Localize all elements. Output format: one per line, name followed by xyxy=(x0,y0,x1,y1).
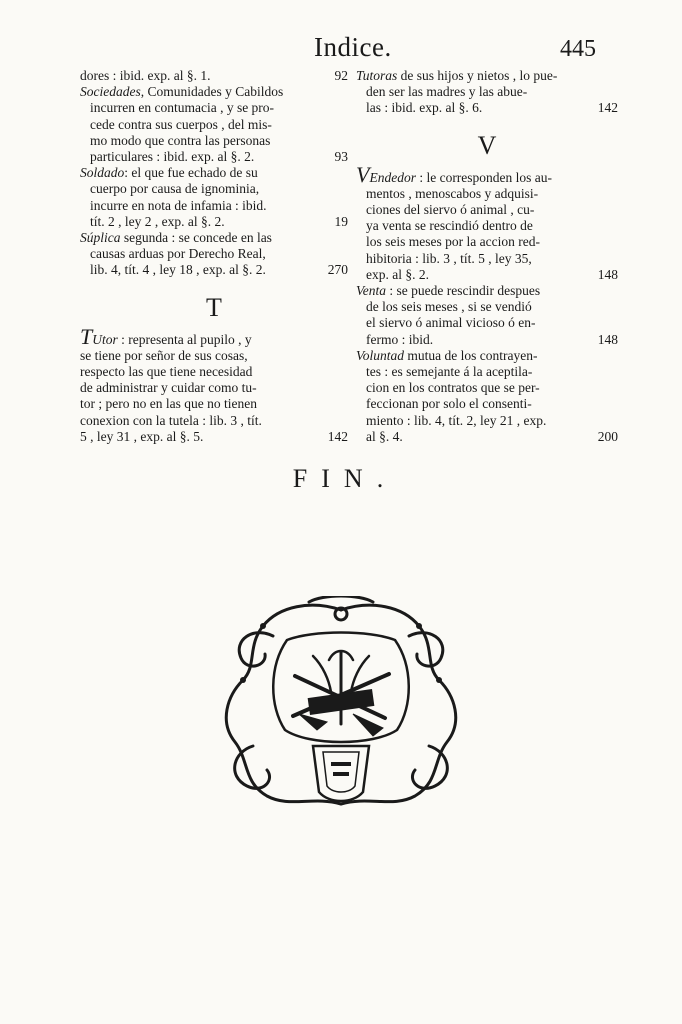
entry-line: respecto las que tiene necesidad xyxy=(80,364,253,380)
entry-reference: 142 xyxy=(327,428,348,444)
entry-line: fermo : ibid. xyxy=(366,331,434,347)
entry-line: particulares : ibid. exp. al §. 2. xyxy=(90,149,255,165)
entry-line: causas arduas por Derecho Real, xyxy=(90,246,266,262)
entry-line: : el que fue echado de su xyxy=(124,165,258,181)
entry-line: feccionan por solo el consenti- xyxy=(366,396,532,412)
entry-line: tes : es semejante á la aceptila- xyxy=(366,364,533,380)
entry-line: : se puede rescindir despues xyxy=(386,283,541,299)
entry-headword: Súplica xyxy=(80,230,121,246)
entry-line: el siervo ó animal vicioso ó en- xyxy=(366,315,536,331)
index-entry xyxy=(80,68,348,84)
entry-line: 5 , ley 31 , exp. al §. 5. xyxy=(80,428,204,444)
entry-line: lib. 4, tít. 4 , ley 18 , exp. al §. 2. xyxy=(90,262,266,278)
left-column xyxy=(80,68,348,445)
entry-line: conexion con la tutela : lib. 3 , tít. xyxy=(80,412,262,428)
entry-line: , Comunidades y Cabildos xyxy=(140,84,284,100)
entry-line: : le corresponden los au- xyxy=(415,169,553,185)
entry-line: se tiene por señor de sus cosas, xyxy=(80,347,248,363)
running-head xyxy=(0,30,682,66)
entry-line: tít. 2 , ley 2 , exp. al §. 2. xyxy=(90,213,225,229)
index-entry xyxy=(356,348,618,445)
entry-line: cuerpo por causa de ignominia, xyxy=(90,181,260,197)
drop-cap: T xyxy=(80,328,93,348)
index-entry xyxy=(80,84,348,165)
entry-line: miento : lib. 4, tít. 2, ley 21 , exp. xyxy=(366,412,547,428)
entry-line: dores : ibid. exp. al §. 1. xyxy=(80,68,211,83)
entry-line: los seis meses por la accion red- xyxy=(366,234,540,250)
page-title: Indice. xyxy=(314,32,392,62)
entry-line: cion en los contratos que se per- xyxy=(366,380,540,396)
entry-headword: Venta xyxy=(356,283,386,299)
entry-headword: Soldado xyxy=(80,165,125,181)
entry-line: segunda : se concede en las xyxy=(120,230,272,246)
entry-reference: 142 xyxy=(597,100,618,116)
entry-line: incurren en contumacia , y se pro- xyxy=(90,100,275,116)
entry-line: mentos , menoscabos y adquisi- xyxy=(366,185,539,201)
entry-reference: 270 xyxy=(327,262,348,278)
section-letter: T xyxy=(206,292,222,322)
index-entry xyxy=(356,283,618,348)
entry-line: hibitoria : lib. 3 , tít. 5 , ley 35, xyxy=(366,250,532,266)
index-entry xyxy=(80,230,348,279)
index-entry xyxy=(80,165,348,230)
section-letter: V xyxy=(477,130,497,160)
entry-reference: 19 xyxy=(334,213,348,229)
entry-line: ya venta se rescindió dentro de xyxy=(366,218,533,234)
entry-reference: 148 xyxy=(597,331,618,347)
entry-reference: 200 xyxy=(597,428,618,444)
drop-cap: V xyxy=(356,166,370,186)
entry-line: incurre en nota de infamia : ibid. xyxy=(90,197,267,213)
index-entry xyxy=(80,329,348,445)
entry-line: tor ; pero no en las que no tienen xyxy=(80,396,257,412)
entry-line: de sus hijos y nietos , lo pue- xyxy=(397,68,558,83)
entry-headword: Tutoras xyxy=(356,68,398,83)
entry-line: exp. al §. 2. xyxy=(366,266,429,282)
entry-line: al §. 4. xyxy=(366,428,403,444)
entry-line: ciones del siervo ó animal , cu- xyxy=(366,202,535,218)
entry-line: las : ibid. exp. al §. 6. xyxy=(366,100,483,116)
index-entry xyxy=(356,167,618,283)
right-column xyxy=(356,68,618,445)
entry-line: de los seis meses , si se vendió xyxy=(366,299,532,315)
entry-headword: Voluntad xyxy=(356,347,405,363)
printers-ornament-icon xyxy=(213,596,469,816)
entry-reference: 148 xyxy=(597,266,618,282)
entry-headword: Endedor xyxy=(369,169,416,185)
page-number: 445 xyxy=(560,36,596,62)
entry-headword: Sociedades xyxy=(80,84,141,100)
index-entry xyxy=(356,68,618,117)
entry-line: de administrar y cuidar como tu- xyxy=(80,380,257,396)
entry-line: den ser las madres y las abue- xyxy=(366,84,528,100)
entry-line: : representa al pupilo , y xyxy=(117,331,252,347)
entry-reference: 93 xyxy=(334,149,348,165)
entry-headword: Utor xyxy=(92,331,118,347)
entry-line: mo modo que contra las personas xyxy=(90,132,271,148)
entry-reference: 92 xyxy=(334,68,348,83)
entry-line: mutua de los contrayen- xyxy=(404,347,538,363)
entry-line: cede contra sus cuerpos , del mis- xyxy=(90,116,272,132)
fin-text: FIN. xyxy=(292,464,398,493)
